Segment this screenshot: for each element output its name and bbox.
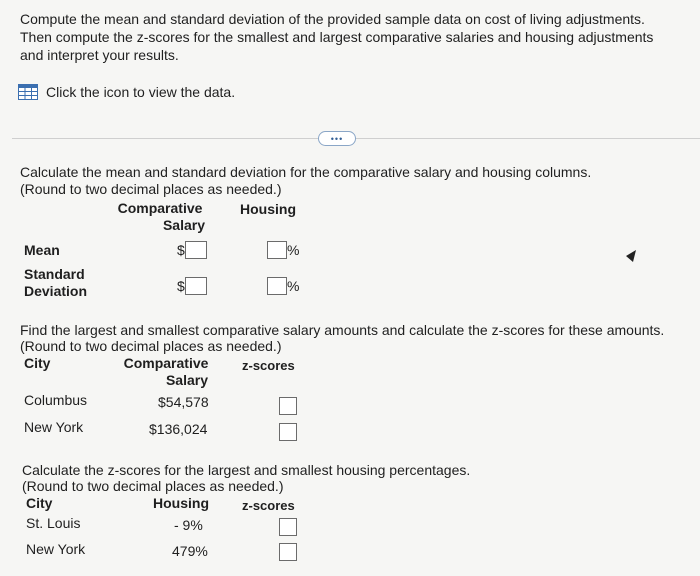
part3-city-newyork: New York: [26, 541, 86, 557]
std-salary-input[interactable]: [185, 277, 207, 295]
view-data-label[interactable]: Click the icon to view the data.: [46, 84, 236, 100]
view-data-link[interactable]: [18, 84, 235, 100]
mean-housing-input[interactable]: [267, 241, 287, 259]
salary-header-line1: Comparative: [123, 355, 209, 371]
part2-city-columbus: Columbus: [24, 392, 88, 408]
dollar-sign: $: [177, 278, 185, 294]
mouse-cursor-icon: [626, 250, 636, 262]
question-text: Compute the mean and standard deviation of the provided sample data on cost of living adjustments. Then compute the z-scores for the smallest and largest comparative salaries and housing adjustments and interpret your results.: [20, 11, 654, 63]
part2-value-newyork: $136,024: [149, 421, 208, 437]
part3-housing-header: Housing: [153, 495, 209, 511]
std-dev-label: [24, 266, 87, 300]
mean-salary-input[interactable]: [185, 241, 207, 259]
std-dev-label-line1: Standard: [24, 266, 85, 282]
part2-zscores-header: z-scores: [242, 358, 295, 373]
part3-zscores-header: z-scores: [242, 498, 295, 513]
part1-instruction: Calculate the mean and standard deviation for the comparative salary and housing columns.: [20, 164, 592, 180]
grid-icon[interactable]: [18, 84, 38, 100]
part2-city-newyork: New York: [24, 419, 84, 435]
zscore-columbus-input[interactable]: [279, 397, 297, 415]
percent-sign: %: [287, 278, 300, 294]
part3-city-stlouis: St. Louis: [26, 515, 81, 531]
part3-value-stlouis: - 9%: [174, 517, 203, 533]
mean-salary-field: [177, 241, 207, 259]
salary-header-line2: Salary: [162, 217, 206, 233]
section-divider: [12, 138, 700, 139]
part1-housing-header: Housing: [240, 201, 296, 217]
salary-header-line1: Comparative: [117, 200, 203, 216]
part2-salary-header: [116, 355, 216, 389]
part3-city-header: City: [26, 495, 53, 511]
part3-round-note: (Round to two decimal places as needed.): [22, 478, 284, 494]
mean-housing-field: [267, 241, 299, 259]
std-dev-label-line2: Deviation: [24, 283, 88, 299]
std-salary-field: [177, 277, 207, 295]
expand-more-button[interactable]: •••: [318, 131, 356, 146]
dollar-sign: $: [177, 242, 185, 258]
part2-city-header: City: [24, 355, 51, 371]
zscore-stlouis-input[interactable]: [279, 518, 297, 536]
zscore-newyork-salary-input[interactable]: [279, 423, 297, 441]
percent-sign: %: [287, 242, 300, 258]
part1-salary-header: [108, 200, 212, 234]
std-housing-input[interactable]: [267, 277, 287, 295]
salary-header-line2: Salary: [165, 372, 209, 388]
part3-instruction: Calculate the z-scores for the largest and smallest housing percentages.: [22, 462, 471, 478]
part2-round-note: (Round to two decimal places as needed.): [20, 338, 282, 354]
std-housing-field: [267, 277, 299, 295]
part1-round-note: (Round to two decimal places as needed.): [20, 181, 282, 197]
part3-value-newyork: 479%: [172, 543, 208, 559]
zscore-newyork-housing-input[interactable]: [279, 543, 297, 561]
part2-value-columbus: $54,578: [158, 394, 209, 410]
mean-label: Mean: [24, 242, 60, 258]
part2-instruction: Find the largest and smallest comparative salary amounts and calculate the z-scores for these amounts.: [20, 322, 665, 338]
